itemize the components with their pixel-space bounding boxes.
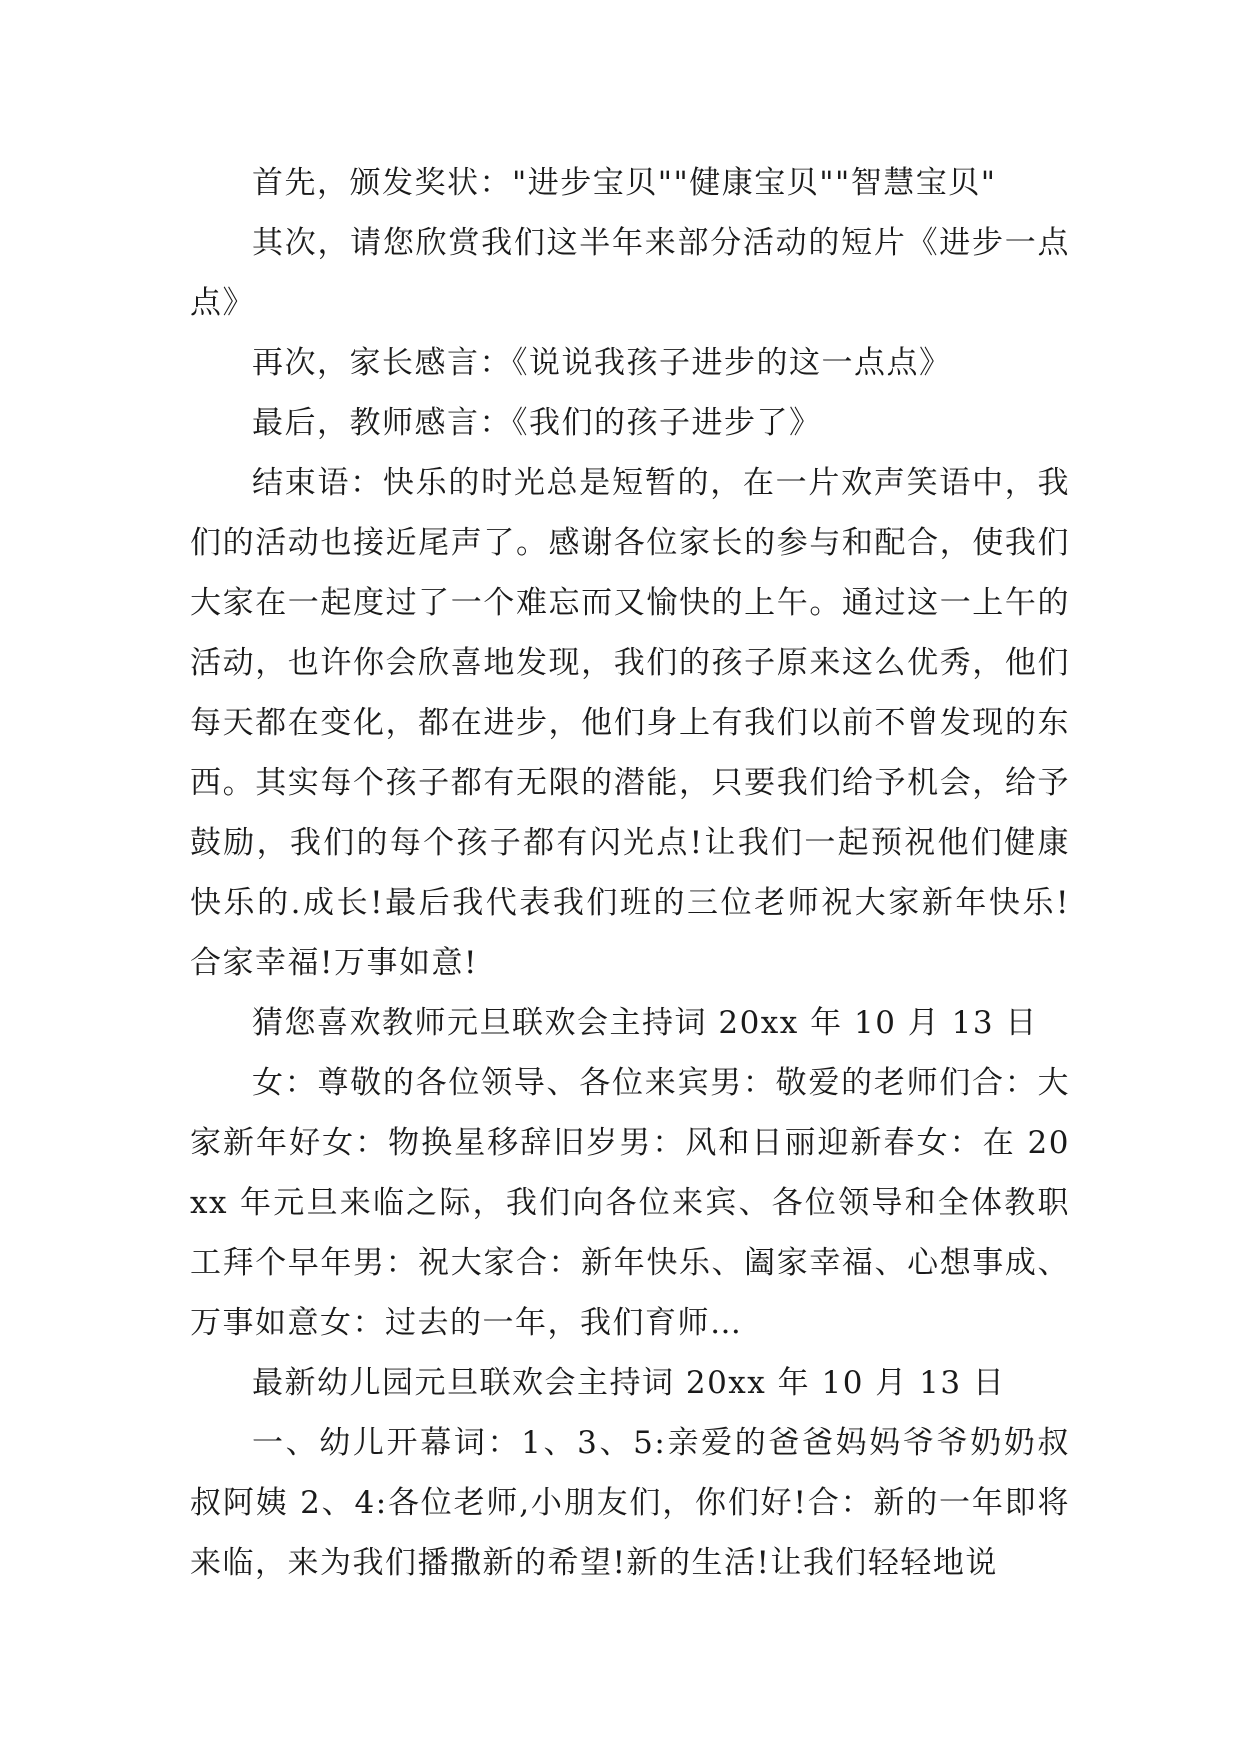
paragraph-video: 其次，请您欣赏我们这半年来部分活动的短片《进步一点点》 [190,225,1070,321]
paragraph-kindergarten-opening: 一、幼儿开幕词：1、3、5:亲爱的爸爸妈妈爷爷奶奶叔叔阿姨 2、4:各位老师,小朋友们，你们好!合：新的一年即将来临，来为我们播撒新的希望!新的生活!让我们轻轻地说 [190,1425,1070,1581]
document-body [190,153,1070,1593]
paragraph-teacher-remarks: 最后，教师感言：《我们的孩子进步了》 [252,405,822,441]
paragraph-closing: 结束语：快乐的时光总是短暂的，在一片欢声笑语中，我们的活动也接近尾声了。感谢各位家长的参与和配合，使我们大家在一起度过了一个难忘而又愉快的上午。通过这一上午的活动，也许你会欣喜地发现，我们的孩子原来这么优秀，他们每天都在变化，都在进步，他们身上有我们以前不曾发现的东西。其实每个孩子都有无限的潜能，只要我们给予机会，给予鼓励，我们的每个孩子都有闪光点!让我们一起预祝他们健康快乐的.成长!最后我代表我们班的三位老师祝大家新年快乐!合家幸福!万事如意! [190,465,1070,981]
paragraph-awards: 首先，颁发奖状："进步宝贝""健康宝贝""智慧宝贝" [252,165,997,201]
paragraph-teacher-host-excerpt: 女：尊敬的各位领导、各位来宾男：敬爱的老师们合：大家新年好女：物换星移辞旧岁男：风和日丽迎新春女：在 20xx 年元旦来临之际，我们向各位来宾、各位领导和全体教职工拜个早年男：祝大家合：新年快乐、阖家幸福、心想事成、万事如意女：过去的一年，我们育师… [190,1065,1070,1341]
related-link-teacher-host-script: 猜您喜欢教师元旦联欢会主持词 20xx 年 10 月 13 日 [252,1005,1038,1041]
related-link-kindergarten-host-script: 最新幼儿园元旦联欢会主持词 20xx 年 10 月 13 日 [252,1365,1006,1401]
paragraph-parent-remarks: 再次，家长感言：《说说我孩子进步的这一点点》 [252,345,952,381]
